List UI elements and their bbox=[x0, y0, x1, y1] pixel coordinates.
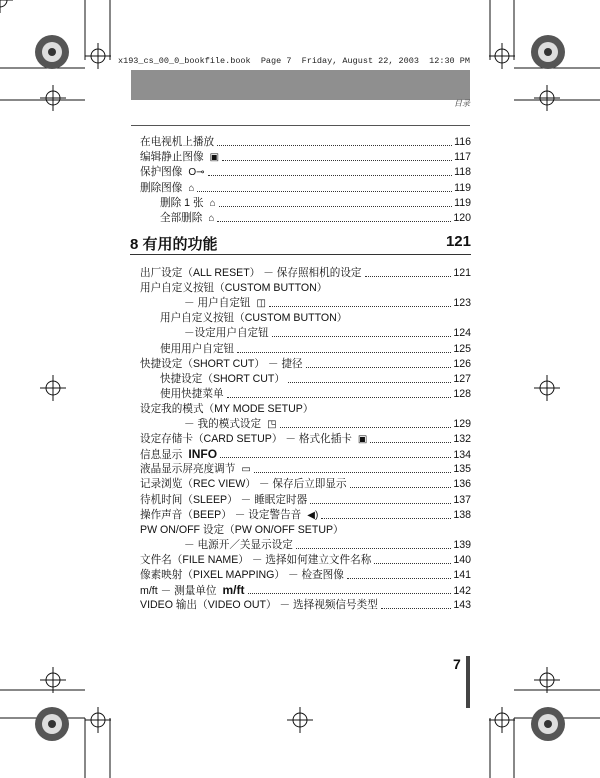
chapter-underline bbox=[130, 254, 471, 255]
leader-dots bbox=[381, 608, 452, 609]
leader-dots bbox=[197, 191, 452, 192]
toc-entry-label: 设定存储卡（CARD SETUP） － 格式化插卡 bbox=[140, 433, 352, 446]
toc-entry-page: 118 bbox=[454, 166, 471, 179]
toc-entry-label: － 我的模式设定 bbox=[184, 418, 262, 430]
toc-entry-label: 使用快捷菜单 bbox=[160, 387, 224, 400]
toc-entry bbox=[140, 211, 471, 225]
leader-dots bbox=[248, 593, 452, 594]
toc-entry-page: 140 bbox=[453, 553, 471, 566]
menu-symbol-icon: ▭ bbox=[241, 464, 251, 476]
toc-entry-page: 121 bbox=[453, 267, 471, 279]
toc-entry bbox=[140, 432, 471, 446]
menu-symbol-icon: ◳ bbox=[267, 419, 277, 430]
leader-dots bbox=[219, 206, 453, 207]
toc-entry-label: － 电源开／关显示设定 bbox=[184, 538, 293, 551]
toc-entry-label: 待机时间（SLEEP） － 睡眠定时器 bbox=[140, 493, 308, 506]
toc-entry-label: 保护图像 bbox=[140, 166, 183, 179]
menu-symbol-icon: ⌂ bbox=[188, 182, 195, 194]
toc-entry bbox=[140, 417, 471, 431]
toc-entry bbox=[140, 181, 471, 195]
toc-entry-page: 119 bbox=[454, 181, 471, 194]
leader-dots bbox=[280, 427, 452, 428]
menu-symbol-icon: ⌂ bbox=[208, 213, 215, 224]
menu-symbol-icon: ▣ bbox=[357, 434, 368, 446]
toc-entry bbox=[140, 598, 471, 612]
toc-entry-label: 用户自定义按钮（CUSTOM BUTTON） bbox=[140, 282, 328, 295]
toc-entry bbox=[140, 342, 471, 356]
toc-entry bbox=[140, 311, 471, 325]
toc-entry-label: 操作声音（BEEP） － 设定警告音 bbox=[140, 508, 302, 521]
toc-entry bbox=[140, 538, 471, 552]
toc-entry bbox=[140, 387, 471, 401]
toc-entry-label: 液晶显示屏亮度调节 bbox=[140, 463, 236, 476]
toc-entry bbox=[140, 523, 471, 537]
menu-symbol-icon: ◫ bbox=[256, 298, 266, 310]
toc-entry-page: 129 bbox=[453, 418, 471, 430]
toc-entry-page: 139 bbox=[453, 538, 471, 551]
leader-dots bbox=[217, 145, 452, 146]
toc-entry-page: 135 bbox=[453, 463, 471, 476]
toc-entry-label: VIDEO 输出（VIDEO OUT） － 选择视频信号类型 bbox=[140, 599, 378, 612]
toc-entry bbox=[140, 372, 471, 386]
leader-dots bbox=[288, 382, 451, 383]
page-number-bar bbox=[466, 656, 470, 708]
menu-symbol-icon: ▣ bbox=[209, 152, 220, 164]
toc-entry-page: 124 bbox=[453, 327, 471, 340]
toc-entry-label: 在电视机上播放 bbox=[140, 136, 215, 148]
toc-entry-label: 快捷设定（SHORT CUT） bbox=[160, 372, 285, 385]
toc-entry bbox=[140, 462, 471, 476]
toc-entry bbox=[140, 583, 471, 597]
toc-entry-label: 文件名（FILE NAME） － 选择如何建立文件名称 bbox=[140, 553, 372, 566]
toc-entry-label: 全部删除 bbox=[160, 212, 203, 224]
toc-entry bbox=[140, 281, 471, 295]
toc-entry-page: 123 bbox=[453, 297, 471, 310]
toc-entry bbox=[140, 357, 471, 371]
toc-entry-label: 用户自定义按钮（CUSTOM BUTTON） bbox=[160, 312, 348, 325]
leader-dots bbox=[272, 336, 452, 337]
toc-entry-page: 120 bbox=[453, 212, 471, 224]
toc-entry-page: 137 bbox=[453, 493, 471, 506]
toc-entry-label: 像素映射（PIXEL MAPPING） － 检查图像 bbox=[140, 569, 344, 581]
leader-dots bbox=[220, 457, 451, 458]
toc-entry bbox=[140, 165, 471, 179]
menu-symbol-icon: O⊸ bbox=[188, 167, 205, 179]
leader-dots bbox=[254, 472, 452, 473]
toc-entry bbox=[140, 150, 471, 164]
toc-entry bbox=[140, 493, 471, 507]
leader-dots bbox=[306, 367, 452, 368]
leader-dots bbox=[321, 518, 451, 519]
toc-entry-page: 136 bbox=[453, 478, 471, 491]
leader-dots bbox=[222, 160, 452, 161]
toc-entry-label: 出厂设定（ALL RESET） － 保存照相机的设定 bbox=[140, 267, 362, 279]
leader-dots bbox=[310, 503, 451, 504]
leader-dots bbox=[296, 548, 451, 549]
toc-entry-label: 删除 1 张 bbox=[160, 196, 204, 209]
toc-entry bbox=[140, 135, 471, 149]
leader-dots bbox=[237, 352, 451, 353]
toc-entry-label: 快捷设定（SHORT CUT） － 捷径 bbox=[140, 357, 303, 370]
toc-entry bbox=[140, 326, 471, 340]
leader-dots bbox=[374, 563, 451, 564]
leader-dots bbox=[370, 442, 451, 443]
menu-symbol-icon: ⌂ bbox=[209, 197, 216, 209]
toc-entry-label: 删除图像 bbox=[140, 181, 183, 194]
toc-entry bbox=[140, 296, 471, 310]
chapter-heading bbox=[130, 233, 471, 254]
page-number: 7 bbox=[453, 656, 461, 672]
toc-entry bbox=[140, 266, 471, 280]
chapter-title: 8 有用的功能 bbox=[130, 236, 218, 253]
toc-entry-page: 142 bbox=[453, 585, 471, 598]
toc-entry-page: 116 bbox=[454, 136, 471, 148]
toc-entry bbox=[140, 447, 471, 461]
leader-dots bbox=[365, 276, 452, 277]
toc-entry bbox=[140, 508, 471, 522]
leader-dots bbox=[269, 306, 451, 307]
toc-entry-bold-symbol: INFO bbox=[188, 447, 218, 462]
toc-entry-page: 128 bbox=[453, 387, 471, 400]
toc-entry-page: 141 bbox=[453, 569, 471, 581]
menu-symbol-icon: ◀) bbox=[307, 509, 319, 521]
toc-entry-page: 117 bbox=[454, 151, 471, 164]
toc-entry-label: PW ON/OFF 设定（PW ON/OFF SETUP） bbox=[140, 523, 344, 536]
toc-entry-page: 126 bbox=[453, 357, 471, 370]
divider bbox=[131, 125, 470, 126]
toc-entry-label: 记录浏览（REC VIEW） － 保存后立即显示 bbox=[140, 478, 347, 491]
toc-entry-label: 编辑静止图像 bbox=[140, 151, 204, 164]
toc-entry bbox=[140, 553, 471, 567]
toc-entry-label: －设定用户自定钮 bbox=[184, 327, 269, 340]
print-slug-line: x193_cs_00_0_bookfile.book Page 7 Friday, August 22, 2003 12:30 PM bbox=[118, 56, 470, 66]
chapter-page: 121 bbox=[445, 233, 471, 250]
leader-dots bbox=[350, 487, 452, 488]
toc-entry bbox=[140, 477, 471, 491]
toc-entry bbox=[140, 402, 471, 416]
toc-entry-bold-symbol: m/ft bbox=[222, 583, 245, 598]
toc-entry-page: 143 bbox=[453, 599, 471, 612]
toc-entry-label: 信息显示 bbox=[140, 449, 183, 462]
toc-entry bbox=[140, 196, 471, 210]
toc-entry-page: 125 bbox=[453, 342, 471, 355]
toc-entry-page: 138 bbox=[453, 508, 471, 521]
leader-dots bbox=[227, 397, 452, 398]
toc-entry-page: 132 bbox=[453, 433, 471, 446]
toc-entry-label: 使用用户自定钮 bbox=[160, 342, 235, 355]
leader-dots bbox=[217, 221, 451, 222]
toc-entry-label: － 用户自定钮 bbox=[184, 297, 251, 310]
toc-entry-page: 134 bbox=[453, 449, 471, 462]
toc-entry-page: 127 bbox=[453, 372, 471, 385]
toc-entry-page: 119 bbox=[454, 196, 471, 209]
toc-entry bbox=[140, 568, 471, 582]
toc-entry-label: 设定我的模式（MY MODE SETUP） bbox=[140, 402, 314, 415]
leader-dots bbox=[347, 578, 451, 579]
section-tag: 目录 bbox=[454, 99, 470, 108]
leader-dots bbox=[208, 175, 453, 176]
header-bar bbox=[131, 70, 470, 100]
toc-entry-label: m/ft － 测量单位 bbox=[140, 585, 217, 598]
